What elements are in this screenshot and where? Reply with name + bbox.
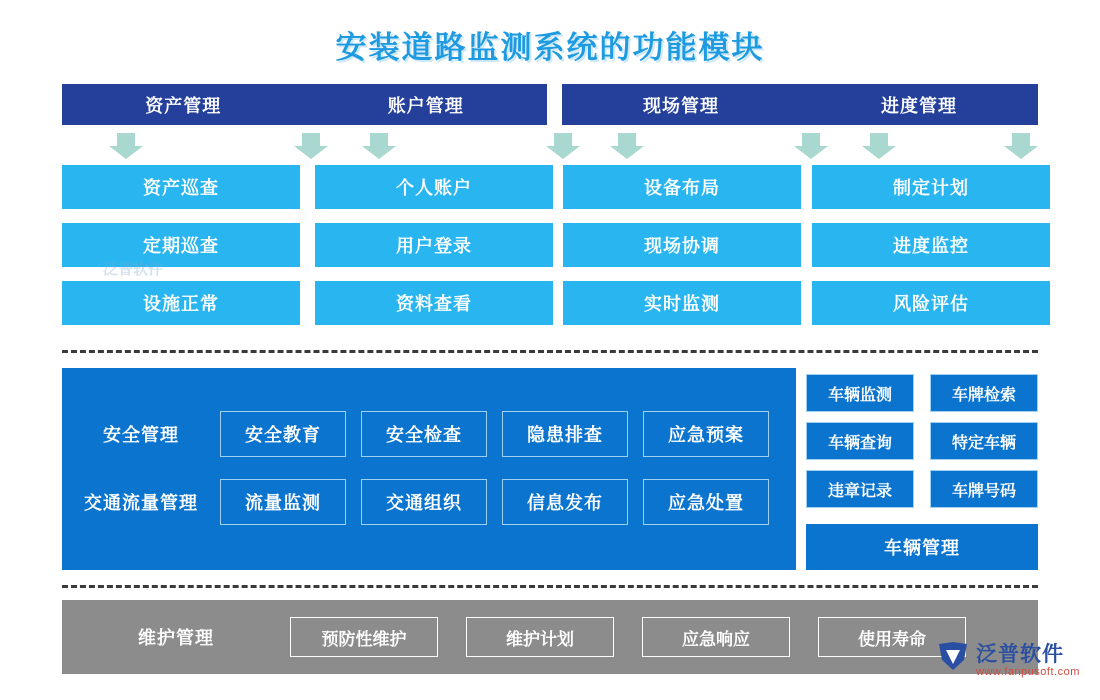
safety-row <box>62 410 796 458</box>
down-arrow-icon <box>294 133 328 159</box>
column-account <box>315 165 553 339</box>
down-arrow-icon <box>546 133 580 159</box>
page-title: 安装道路监测系统的功能模块 <box>335 30 765 65</box>
module-card-grid <box>62 165 1038 331</box>
vehicle-panel <box>806 368 1038 570</box>
card-site-3[interactable]: 实时监测 <box>563 281 801 325</box>
column-site <box>563 165 801 339</box>
header-bar-right <box>562 84 1038 125</box>
card-site-1[interactable]: 设备布局 <box>563 165 801 209</box>
vehicle-item-6[interactable]: 车牌号码 <box>930 470 1038 508</box>
watermark-text: 泛普软件 <box>103 261 164 278</box>
logo-mark-icon <box>936 640 970 672</box>
arrow-row <box>62 133 1038 161</box>
card-account-1[interactable]: 个人账户 <box>315 165 553 209</box>
header-label-asset: 资产管理 <box>145 95 222 116</box>
vehicle-grid <box>806 368 1038 518</box>
traffic-row <box>62 478 796 526</box>
down-arrow-icon <box>109 133 143 159</box>
header-label-progress: 进度管理 <box>881 95 957 116</box>
header-bar-left <box>62 84 547 125</box>
card-asset-3[interactable]: 设施正常 <box>62 281 300 325</box>
card-site-2[interactable]: 现场协调 <box>563 223 801 267</box>
vehicle-item-5[interactable]: 违章记录 <box>806 470 914 508</box>
card-progress-1[interactable]: 制定计划 <box>812 165 1050 209</box>
card-asset-2[interactable]: 定期巡查 <box>62 223 300 267</box>
traffic-item-3[interactable]: 信息发布 <box>502 479 628 525</box>
vehicle-item-1[interactable]: 车辆监测 <box>806 374 914 412</box>
safety-item-1[interactable]: 安全教育 <box>220 411 346 457</box>
maintenance-item-2[interactable]: 维护计划 <box>466 617 614 657</box>
safety-item-3[interactable]: 隐患排查 <box>502 411 628 457</box>
logo-url: www.fanpusoft.com <box>976 666 1080 678</box>
down-arrow-icon <box>362 133 396 159</box>
maintenance-panel <box>62 600 1038 674</box>
column-asset <box>62 165 300 339</box>
traffic-row-label: 交通流量管理 <box>84 493 198 513</box>
down-arrow-icon <box>1004 133 1038 159</box>
maintenance-item-3[interactable]: 应急响应 <box>642 617 790 657</box>
card-progress-3[interactable]: 风险评估 <box>812 281 1050 325</box>
vehicle-panel-footer: 车辆管理 <box>806 524 1038 570</box>
divider-top <box>62 350 1038 353</box>
down-arrow-icon <box>610 133 644 159</box>
safety-traffic-panel <box>62 368 796 570</box>
header-row <box>62 84 1038 125</box>
vehicle-item-2[interactable]: 车牌检索 <box>930 374 1038 412</box>
vehicle-item-3[interactable]: 车辆查询 <box>806 422 914 460</box>
logo-name: 泛普软件 <box>976 643 1064 666</box>
traffic-item-2[interactable]: 交通组织 <box>361 479 487 525</box>
traffic-item-4[interactable]: 应急处置 <box>643 479 769 525</box>
vehicle-item-4[interactable]: 特定车辆 <box>930 422 1038 460</box>
down-arrow-icon <box>862 133 896 159</box>
maintenance-item-4[interactable]: 使用寿命 <box>818 617 966 657</box>
safety-item-2[interactable]: 安全检查 <box>361 411 487 457</box>
card-asset-1[interactable]: 资产巡查 <box>62 165 300 209</box>
safety-row-label: 安全管理 <box>103 425 179 445</box>
header-label-site: 现场管理 <box>643 95 719 116</box>
column-progress <box>812 165 1050 339</box>
card-account-2[interactable]: 用户登录 <box>315 223 553 267</box>
traffic-item-1[interactable]: 流量监测 <box>220 479 346 525</box>
safety-item-4[interactable]: 应急预案 <box>643 411 769 457</box>
card-account-3[interactable]: 资料查看 <box>315 281 553 325</box>
down-arrow-icon <box>794 133 828 159</box>
card-progress-2[interactable]: 进度监控 <box>812 223 1050 267</box>
header-label-account: 账户管理 <box>387 95 464 116</box>
brand-logo <box>936 638 1086 692</box>
maintenance-item-1[interactable]: 预防性维护 <box>290 617 438 657</box>
maintenance-label: 维护管理 <box>138 628 214 648</box>
divider-bottom <box>62 585 1038 588</box>
